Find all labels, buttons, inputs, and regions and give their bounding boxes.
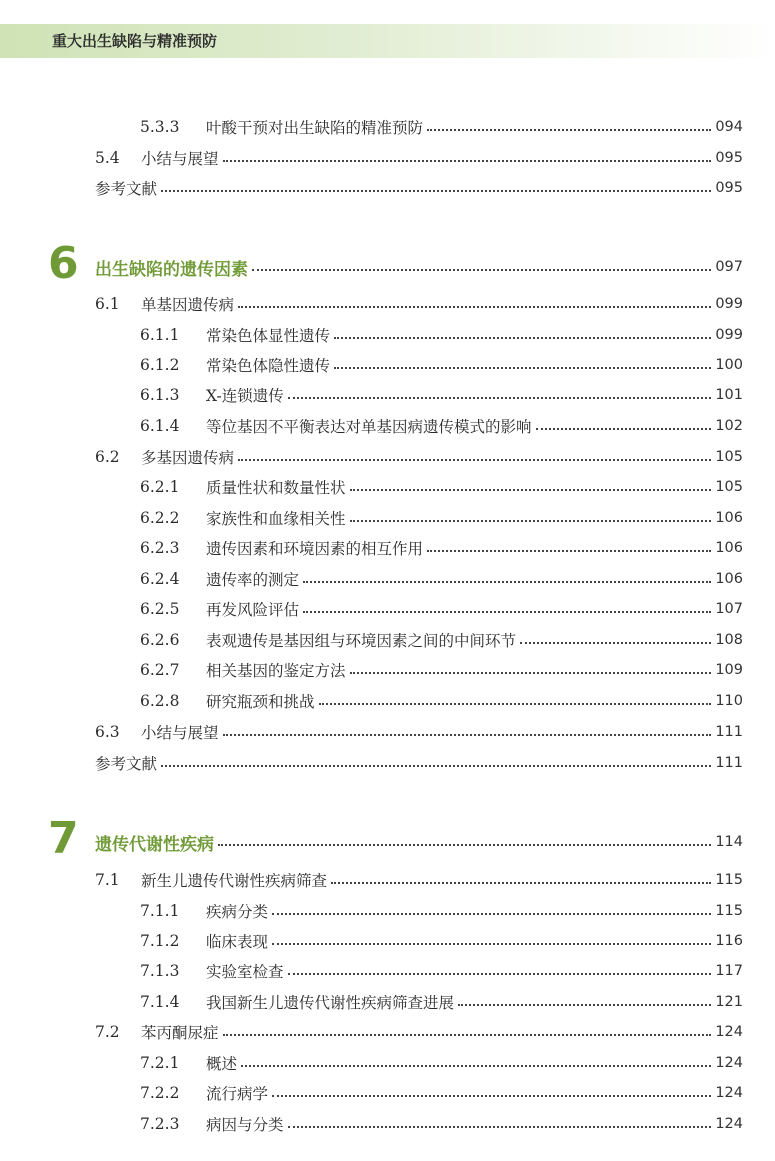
entry-number: 7.2.3: [140, 1115, 180, 1133]
page-number: 111: [715, 724, 743, 740]
toc-entry[interactable]: [95, 289, 743, 319]
dot-leader: [223, 1034, 712, 1036]
entry-number: 7.2.1: [140, 1054, 180, 1072]
entry-number: 5.3.3: [140, 118, 180, 136]
entry-title: 概述: [206, 1055, 238, 1073]
entry-number: 6.1.3: [140, 386, 180, 404]
dot-leader: [288, 397, 712, 399]
dot-leader: [427, 129, 711, 131]
toc-entry[interactable]: [140, 411, 743, 441]
entry-title: 多基因遗传病: [141, 449, 235, 467]
page-number: 115: [715, 872, 743, 888]
toc-entry[interactable]: [140, 503, 743, 533]
dot-leader: [272, 1095, 711, 1097]
toc-entry[interactable]: [140, 112, 743, 142]
dot-leader: [536, 428, 712, 430]
dot-leader: [218, 844, 711, 846]
page-number: 095: [715, 180, 743, 196]
entry-title: 常染色体隐性遗传: [206, 357, 331, 375]
entry-title: 出生缺陷的遗传因素: [95, 259, 248, 280]
toc-entry[interactable]: [140, 987, 743, 1017]
entry-title: 流行病学: [206, 1085, 269, 1103]
dot-leader: [252, 269, 711, 271]
toc-entry[interactable]: [95, 442, 743, 472]
page-number: 094: [715, 119, 743, 135]
entry-title: 相关基因的鉴定方法: [206, 662, 346, 680]
page-number: 101: [715, 387, 743, 403]
entry-title: 临床表现: [206, 933, 269, 951]
entry-number: 6.2.2: [140, 509, 180, 527]
dot-leader: [238, 306, 711, 308]
entry-title: 我国新生儿遗传代谢性疾病筛查进展: [206, 994, 455, 1012]
page-number: 102: [715, 418, 743, 434]
entry-number: 6.2.7: [140, 661, 180, 679]
entry-number: 7.1: [95, 871, 120, 889]
toc-entry[interactable]: [140, 625, 743, 655]
toc-entry[interactable]: [140, 564, 743, 594]
entry-title: 小结与展望: [141, 150, 219, 168]
entry-title: 小结与展望: [141, 724, 219, 742]
entry-number: 6.3: [95, 723, 120, 741]
entry-number: 6.2.3: [140, 539, 180, 557]
entry-title: 病因与分类: [206, 1116, 284, 1134]
chapter-entry[interactable]: [95, 250, 743, 284]
dot-leader: [288, 1126, 712, 1128]
page-number: 106: [715, 540, 743, 556]
dot-leader: [319, 703, 712, 705]
book-title: 重大出生缺陷与精准预防: [52, 32, 218, 50]
page-number: 110: [715, 693, 743, 709]
toc-entry[interactable]: [140, 350, 743, 380]
entry-title: 苯丙酮尿症: [141, 1024, 219, 1042]
entry-title: 实验室检查: [206, 963, 284, 981]
entry-number: 7.1.4: [140, 993, 180, 1011]
page-number: 106: [715, 510, 743, 526]
entry-title: 参考文献: [95, 755, 158, 773]
dot-leader: [223, 160, 712, 162]
page-number: 117: [715, 963, 743, 979]
dot-leader: [350, 520, 712, 522]
page-number: 097: [715, 259, 743, 275]
entry-number: 6.2.4: [140, 570, 180, 588]
dot-leader: [161, 765, 711, 767]
entry-title: 遗传代谢性疾病: [95, 834, 214, 855]
page-number: 095: [715, 150, 743, 166]
dot-leader: [238, 459, 711, 461]
entry-title: 研究瓶颈和挑战: [206, 693, 315, 711]
page-number: 105: [715, 479, 743, 495]
entry-title: X-连锁遗传: [206, 387, 284, 405]
page-number: 124: [715, 1055, 743, 1071]
entry-title: 参考文献: [95, 180, 158, 198]
entry-number: 6.1.4: [140, 417, 180, 435]
entry-number: 6.2.8: [140, 692, 180, 710]
page-number: 099: [715, 327, 743, 343]
entry-number: 7.2: [95, 1023, 120, 1041]
toc-entry[interactable]: [140, 1078, 743, 1108]
entry-title: 疾病分类: [206, 903, 269, 921]
entry-number: 6.1: [95, 295, 120, 313]
toc-entry[interactable]: [140, 320, 743, 350]
page-number: 124: [715, 1116, 743, 1132]
entry-number: 6.2.5: [140, 600, 180, 618]
entry-number: 6.1.1: [140, 326, 180, 344]
page-number: 105: [715, 449, 743, 465]
entry-title: 常染色体显性遗传: [206, 327, 331, 345]
page-number: 106: [715, 571, 743, 587]
entry-title: 新生儿遗传代谢性疾病筛查: [141, 872, 328, 890]
page-number: 114: [715, 834, 743, 850]
entry-number: 7.2.2: [140, 1084, 180, 1102]
entry-title: 叶酸干预对出生缺陷的精准预防: [206, 119, 424, 137]
entry-number: 6.1.2: [140, 356, 180, 374]
toc-entry[interactable]: [140, 896, 743, 926]
dot-leader: [303, 611, 711, 613]
references-entry[interactable]: [95, 173, 743, 203]
dot-leader: [427, 550, 711, 552]
references-entry[interactable]: [95, 748, 743, 778]
entry-title: 表观遗传是基因组与环境因素之间的中间环节: [206, 632, 517, 650]
toc-entry[interactable]: [140, 655, 743, 685]
entry-number: 7.1.1: [140, 902, 180, 920]
dot-leader: [272, 943, 711, 945]
entry-title: 质量性状和数量性状: [206, 479, 346, 497]
dot-leader: [161, 190, 711, 192]
dot-leader: [272, 913, 711, 915]
entry-title: 单基因遗传病: [141, 296, 235, 314]
entry-number: 6.2.6: [140, 631, 180, 649]
chapter-entry[interactable]: [95, 825, 743, 859]
entry-number: 5.4: [95, 149, 120, 167]
toc-entry[interactable]: [140, 956, 743, 986]
chapter-number: 7: [48, 813, 79, 864]
page-number: 108: [715, 632, 743, 648]
toc-entry[interactable]: [140, 380, 743, 410]
page-number: 115: [715, 903, 743, 919]
page-number: 116: [715, 933, 743, 949]
dot-leader: [350, 489, 712, 491]
entry-title: 遗传率的测定: [206, 571, 300, 589]
page-number: 111: [715, 755, 743, 771]
page-number: 124: [715, 1024, 743, 1040]
dot-leader: [334, 337, 711, 339]
entry-number: 7.1.2: [140, 932, 180, 950]
dot-leader: [520, 642, 711, 644]
dot-leader: [458, 1004, 711, 1006]
entry-title: 等位基因不平衡表达对单基因病遗传模式的影响: [206, 418, 532, 436]
entry-number: 6.2: [95, 448, 120, 466]
dot-leader: [334, 367, 711, 369]
toc-entry[interactable]: [95, 143, 743, 173]
toc-entry[interactable]: [95, 865, 743, 895]
toc-entry[interactable]: [95, 717, 743, 747]
page-number: 100: [715, 357, 743, 373]
entry-number: 7.1.3: [140, 962, 180, 980]
entry-title: 再发风险评估: [206, 601, 300, 619]
dot-leader: [331, 882, 711, 884]
toc-entry[interactable]: [95, 1017, 743, 1047]
dot-leader: [223, 734, 712, 736]
dot-leader: [241, 1065, 711, 1067]
toc-entry[interactable]: [140, 594, 743, 624]
entry-number: 6.2.1: [140, 478, 180, 496]
entry-title: 家族性和血缘相关性: [206, 510, 346, 528]
toc-entry[interactable]: [140, 472, 743, 502]
chapter-number: 6: [48, 238, 79, 289]
page-number: 124: [715, 1085, 743, 1101]
dot-leader: [303, 581, 711, 583]
page-number: 121: [715, 994, 743, 1010]
toc-entry[interactable]: [140, 1109, 743, 1139]
toc-entry[interactable]: [140, 686, 743, 716]
toc-entry[interactable]: [140, 533, 743, 563]
page-number: 099: [715, 296, 743, 312]
toc-entry[interactable]: [140, 1048, 743, 1078]
page-number: 107: [715, 601, 743, 617]
dot-leader: [350, 672, 712, 674]
entry-title: 遗传因素和环境因素的相互作用: [206, 540, 424, 558]
dot-leader: [288, 973, 712, 975]
toc-entry[interactable]: [140, 926, 743, 956]
page-number: 109: [715, 662, 743, 678]
